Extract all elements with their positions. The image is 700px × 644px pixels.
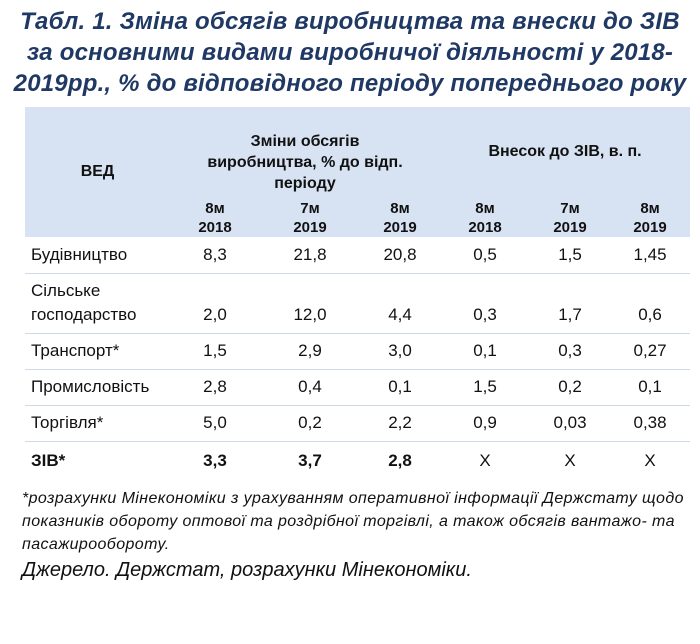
period-year: 2018 (468, 219, 502, 236)
cell-value: 0,03 (530, 405, 610, 441)
period-label: 8м (205, 200, 225, 217)
row-label: Транспорт* (25, 333, 170, 369)
table-row (25, 333, 690, 369)
table-body (25, 237, 690, 481)
total-value: 3,7 (298, 451, 322, 471)
cell-value: 0,1 (360, 369, 440, 405)
row-label: Будівництво (25, 237, 170, 273)
table-row (25, 369, 690, 405)
period-label: 7м (560, 200, 580, 217)
data-table (25, 107, 690, 481)
total-value: Х (479, 451, 491, 471)
cell-value: 2,8 (170, 369, 260, 405)
cell-value: 0,1 (440, 333, 530, 369)
period-year: 2019 (293, 219, 327, 236)
cell-value: 4,4 (360, 273, 440, 333)
period-header (360, 196, 440, 237)
contribution-header: Внесок до ЗІВ, в. п. (488, 143, 642, 160)
row-label: Торгівля* (25, 405, 170, 441)
cell-value: 1,5 (440, 369, 530, 405)
ved-header: ВЕД (80, 163, 115, 180)
period-header (610, 196, 690, 237)
table-title: Табл. 1. Зміна обсягів виробництва та внески до ЗІВ за основними видами виробничої діяльності у 2018-2019рр., % до відповідного періоду попереднього року (13, 8, 687, 97)
cell-value: 2,0 (170, 273, 260, 333)
row-label: Промисловість (25, 369, 170, 405)
cell-value: 2,9 (260, 333, 360, 369)
cell-value: 0,6 (610, 273, 690, 333)
cell-value: 0,5 (440, 237, 530, 273)
cell-value: 0,2 (530, 369, 610, 405)
cell-value: 20,8 (360, 237, 440, 273)
source-note: Джерело. Держстат, розрахунки Мінекономіки. (22, 559, 472, 581)
table-row (25, 405, 690, 441)
period-year: 2019 (633, 219, 667, 236)
cell-value: 1,7 (530, 273, 610, 333)
cell-value: 12,0 (260, 273, 360, 333)
cell-value: 0,27 (610, 333, 690, 369)
total-row (25, 441, 690, 481)
cell-value: 3,0 (360, 333, 440, 369)
period-label: 8м (640, 200, 660, 217)
total-label: ЗІВ* (31, 451, 66, 471)
footnote: *розрахунки Мінекономіки з урахуванням оперативної інформації Держстату щодо показників обороту оптової та роздрібної торгівлі, а також обсягів вантажо- та пасажирообороту. (22, 490, 684, 553)
cell-value: 0,3 (440, 273, 530, 333)
cell-value: 0,1 (610, 369, 690, 405)
cell-value: 1,5 (530, 237, 610, 273)
cell-value: 2,2 (360, 405, 440, 441)
cell-value: 0,3 (530, 333, 610, 369)
cell-value: 21,8 (260, 237, 360, 273)
cell-value: 1,5 (170, 333, 260, 369)
period-header (260, 196, 360, 237)
table-row (25, 237, 690, 273)
cell-value: 8,3 (170, 237, 260, 273)
period-label: 8м (390, 200, 410, 217)
total-value: Х (564, 451, 576, 471)
period-header (170, 196, 260, 237)
cell-value: 1,45 (610, 237, 690, 273)
table-row (25, 273, 690, 333)
cell-value: 0,38 (610, 405, 690, 441)
period-label: 7м (300, 200, 320, 217)
total-value: 2,8 (388, 451, 412, 471)
total-value: Х (644, 451, 656, 471)
cell-value: 0,4 (260, 369, 360, 405)
row-label: Сільське господарство (25, 273, 170, 333)
cell-value: 0,9 (440, 405, 530, 441)
period-year: 2019 (553, 219, 587, 236)
period-header (530, 196, 610, 237)
total-value: 3,3 (203, 451, 227, 471)
period-label: 8м (475, 200, 495, 217)
cell-value: 5,0 (170, 405, 260, 441)
period-header (440, 196, 530, 237)
cell-value: 0,2 (260, 405, 360, 441)
period-year: 2019 (383, 219, 417, 236)
period-year: 2018 (198, 219, 232, 236)
production-change-header: Зміни обсягів виробництва, % до відп. періоду (207, 133, 403, 192)
